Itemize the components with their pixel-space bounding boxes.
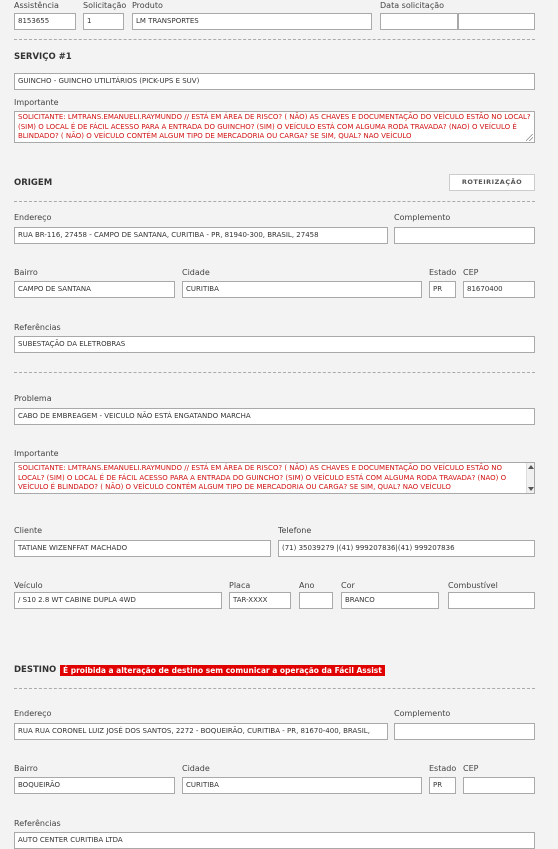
origem-cidade-field[interactable]: CURITIBA (182, 281, 422, 298)
origem-complemento-field[interactable] (394, 227, 535, 244)
servico-title: SERVIÇO #1 (14, 52, 72, 62)
cor-field[interactable]: BRANCO (341, 592, 439, 609)
telefone-field[interactable]: (71) 35039279 |(41) 999207836|(41) 999207836 (278, 540, 535, 557)
origem-referencias-label: Referências (14, 323, 61, 332)
destino-complemento-field[interactable] (394, 723, 535, 740)
cliente-field[interactable]: TATIANE WIZENFFAT MACHADO (14, 540, 271, 557)
origem-cep-label: CEP (463, 268, 479, 277)
divider (14, 688, 535, 689)
servico-importante-label: Importante (14, 98, 59, 107)
divider (14, 39, 535, 40)
origem-endereco-label: Endereço (14, 213, 52, 222)
destino-referencias-label: Referências (14, 819, 61, 828)
assistencia-field[interactable]: 8153655 (14, 13, 76, 30)
problema-label: Problema (14, 394, 52, 403)
destino-referencias-field[interactable]: AUTO CENTER CURITIBA LTDA (14, 832, 535, 849)
destino-bairro-field[interactable]: BOQUEIRÃO (14, 777, 175, 794)
produto-label: Produto (132, 1, 163, 10)
placa-label: Placa (229, 581, 251, 590)
scroll-down-icon[interactable] (528, 487, 534, 491)
destino-warning-badge: É proibida a alteração de destino sem comunicar a operação da Fácil Assist (60, 665, 385, 676)
solicitacao-label: Solicitação (83, 1, 127, 10)
origem-title: ORIGEM (14, 178, 53, 188)
resize-grip-icon[interactable] (526, 134, 533, 141)
data-solicitacao-date-field[interactable] (380, 13, 458, 30)
servico-importante-text: SOLICITANTE: LMTRANS.EMANUELI.RAYMUNDO // ESTÁ EM ÁREA DE RISCO? ( NÃO) AS CHAVES E DOCUMENTAÇÃO DO VEÍCULO ESTÃO NO LOCAL? (SIM) O LOCAL É DE FÁCIL ACESSO PARA A ENTRADA DO GUINCHO? (SIM) O VEÍCULO ESTÁ COM ALGUMA RODA TRAVADA? (NAO) O VEÍCULO É BLINDADO? ( NÃO) O VEÍCULO CONTÉM ALGUM TIPO DE MERCADORIA OU CARGA? SE SIM, QUAL? NAO VEÍCULO (18, 113, 531, 140)
origem-bairro-field[interactable]: CAMPO DE SANTANA (14, 281, 175, 298)
origem-cep-field[interactable]: 81670400 (463, 281, 535, 298)
page-scrollbar[interactable] (548, 0, 558, 840)
destino-complemento-label: Complemento (394, 709, 451, 718)
origem-estado-label: Estado (429, 268, 457, 277)
destino-cidade-field[interactable]: CURITIBA (182, 777, 422, 794)
textarea-scrollbar[interactable] (526, 463, 534, 493)
veiculo-label: Veículo (14, 581, 43, 590)
destino-endereco-label: Endereço (14, 709, 52, 718)
assistencia-label: Assistência (14, 1, 59, 10)
telefone-label: Telefone (278, 526, 312, 535)
ano-field[interactable] (299, 592, 333, 609)
destino-endereco-field[interactable]: RUA RUA CORONEL LUIZ JOSÉ DOS SANTOS, 2272 - BOQUEIRÃO, CURITIBA - PR, 81670-400, BRASIL, (14, 723, 388, 740)
destino-cidade-label: Cidade (182, 764, 210, 773)
origem-complemento-label: Complemento (394, 213, 451, 222)
servico-field[interactable]: GUINCHO - GUINCHO UTILITÁRIOS (PICK-UPS E SUV) (14, 73, 535, 90)
veiculo-field[interactable]: / S10 2.8 WT CABINE DUPLA 4WD (14, 592, 222, 609)
origem-importante-textarea[interactable] (14, 462, 535, 494)
divider (14, 372, 535, 373)
destino-bairro-label: Bairro (14, 764, 38, 773)
data-solicitacao-label: Data solicitação (380, 1, 445, 10)
servico-importante-textarea[interactable] (14, 111, 535, 143)
destino-cep-label: CEP (463, 764, 479, 773)
origem-bairro-label: Bairro (14, 268, 38, 277)
origem-importante-text: SOLICITANTE: LMTRANS.EMANUELI.RAYMUNDO // ESTÁ EM ÁREA DE RISCO? ( NÃO) AS CHAVES E DOCUMENTAÇÃO DO VEÍCULO ESTÃO NO LOCAL? (SIM) O LOCAL É DE FÁCIL ACESSO PARA A ENTRADA DO GUINCHO? (SIM) O VEÍCULO ESTÁ COM ALGUMA RODA TRAVADA? (NAO) O VEÍCULO É BLINDADO? ( NÃO) O VEÍCULO CONTÉM ALGUM TIPO DE MERCADORIA OU CARGA? SE SIM, QUAL? NAO VEÍCULO (18, 464, 507, 491)
destino-estado-label: Estado (429, 764, 457, 773)
cliente-label: Cliente (14, 526, 43, 535)
origem-referencias-field[interactable]: SUBESTAÇÃO DA ELETROBRAS (14, 336, 535, 353)
origem-importante-label: Importante (14, 449, 59, 458)
scroll-up-icon[interactable] (528, 465, 534, 469)
destino-title: DESTINO (14, 665, 57, 675)
solicitacao-field[interactable]: 1 (83, 13, 124, 30)
cor-label: Cor (341, 581, 355, 590)
ano-label: Ano (299, 581, 315, 590)
data-solicitacao-time-field[interactable] (458, 13, 535, 30)
placa-field[interactable]: TAR-XXXX (229, 592, 291, 609)
origem-cidade-label: Cidade (182, 268, 210, 277)
origem-estado-field[interactable]: PR (429, 281, 456, 298)
origem-endereco-field[interactable]: RUA BR-116, 27458 - CAMPO DE SANTANA, CURITIBA - PR, 81940-300, BRASIL, 27458 (14, 227, 388, 244)
destino-cep-field[interactable] (463, 777, 535, 794)
combustivel-field[interactable] (448, 592, 535, 609)
produto-field[interactable]: LM TRANSPORTES (132, 13, 372, 30)
combustivel-label: Combustível (448, 581, 498, 590)
roteirizacao-button[interactable]: ROTEIRIZAÇÃO (449, 174, 535, 191)
problema-field[interactable]: CABO DE EMBREAGEM - VEICULO NÃO ESTÁ ENGATANDO MARCHA (14, 408, 535, 425)
divider (14, 201, 535, 202)
destino-estado-field[interactable]: PR (429, 777, 456, 794)
